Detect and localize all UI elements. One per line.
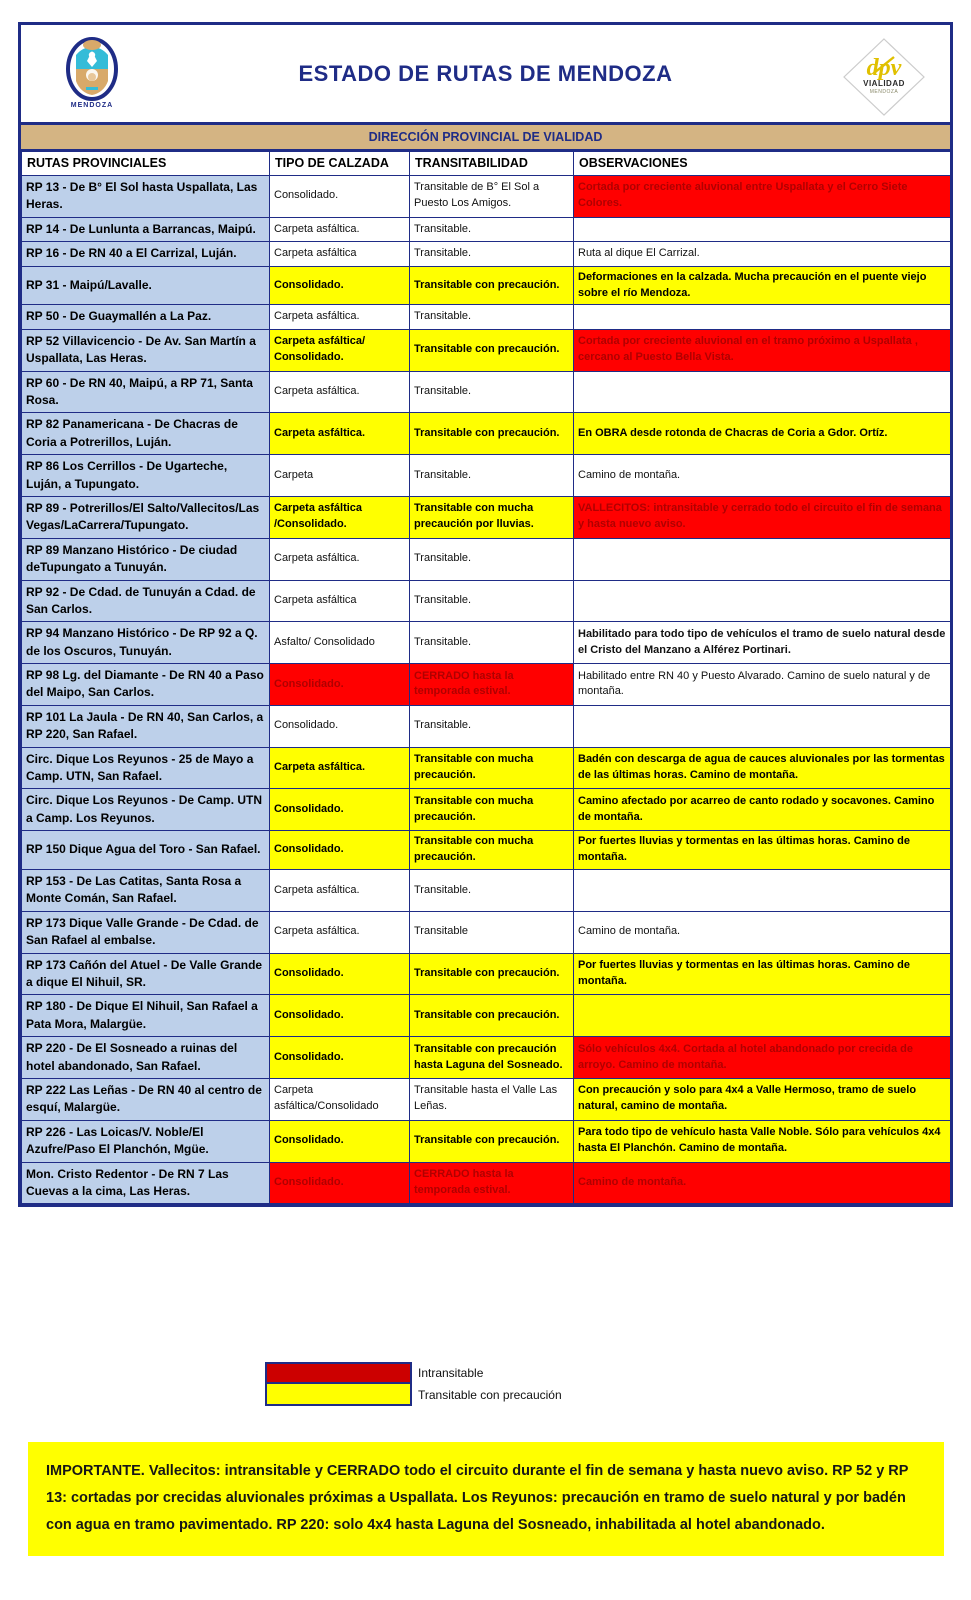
cell-tipo-calzada: Carpeta asfáltica <box>270 242 410 266</box>
cell-observaciones <box>574 217 951 241</box>
cell-tipo-calzada: Consolidado. <box>270 266 410 305</box>
column-header-calzada: TIPO DE CALZADA <box>270 152 410 176</box>
cell-transitabilidad: Transitable de B° El Sol a Puesto Los Amigos. <box>410 176 574 218</box>
cell-route-name: RP 31 - Maipú/Lavalle. <box>22 266 270 305</box>
cell-route-name: RP 173 Dique Valle Grande - De Cdad. de San Rafael al embalse. <box>22 911 270 953</box>
table-row <box>22 831 951 870</box>
mendoza-shield-svg <box>64 33 120 101</box>
cell-observaciones: Habilitado entre RN 40 y Puesto Alvarado. Camino de suelo natural y de montaña. <box>574 664 951 706</box>
cell-tipo-calzada: Consolidado. <box>270 1037 410 1079</box>
legend-label-intransitable: Intransitable <box>418 1366 484 1380</box>
cell-observaciones: Camino afectado por acarreo de canto rodado y socavones. Camino de montaña. <box>574 789 951 831</box>
shield-graphic <box>64 33 120 101</box>
cell-tipo-calzada: Consolidado. <box>270 789 410 831</box>
table-row <box>22 1078 951 1120</box>
cell-tipo-calzada: Consolidado. <box>270 831 410 870</box>
cell-observaciones <box>574 538 951 580</box>
cell-transitabilidad: Transitable. <box>410 242 574 266</box>
table-row <box>22 1120 951 1162</box>
cell-transitabilidad: Transitable. <box>410 371 574 413</box>
table-row <box>22 747 951 789</box>
cell-route-name: RP 89 Manzano Histórico - De ciudad deTupungato a Tunuyán. <box>22 538 270 580</box>
table-body <box>22 176 951 1204</box>
cell-tipo-calzada: Carpeta asfáltica. <box>270 747 410 789</box>
cell-observaciones: Por fuertes lluvias y tormentas en las últimas horas. Camino de montaña. <box>574 831 951 870</box>
cell-transitabilidad: Transitable con mucha precaución. <box>410 789 574 831</box>
cell-observaciones: Para todo tipo de vehículo hasta Valle Noble. Sólo para vehículos 4x4 hasta El Planchón. Camino de montaña. <box>574 1120 951 1162</box>
cell-route-name: RP 98 Lg. del Diamante - De RN 40 a Paso del Maipo, San Carlos. <box>22 664 270 706</box>
cell-transitabilidad: Transitable. <box>410 622 574 664</box>
cell-observaciones: En OBRA desde rotonda de Chacras de Coria a Gdor. Ortíz. <box>574 413 951 455</box>
cell-observaciones: Badén con descarga de agua de cauces aluvionales por las tormentas de las últimas horas. Camino de montaña. <box>574 747 951 789</box>
cell-tipo-calzada: Consolidado. <box>270 953 410 995</box>
table-row <box>22 329 951 371</box>
cell-route-name: RP 16 - De RN 40 a El Carrizal, Luján. <box>22 242 270 266</box>
cell-observaciones: Por fuertes lluvias y tormentas en las últimas horas. Camino de montaña. <box>574 953 951 995</box>
table-row <box>22 705 951 747</box>
cell-observaciones: Cortada por creciente aluvional entre Uspallata y el Cerro Siete Colores. <box>574 176 951 218</box>
cell-observaciones: Cortada por creciente aluvional en el tramo próximo a Uspallata , cercano al Puesto Bella Vista. <box>574 329 951 371</box>
cell-route-name: RP 222 Las Leñas - De RN 40 al centro de esquí, Malargüe. <box>22 1078 270 1120</box>
column-header-transitabilidad: TRANSITABILIDAD <box>410 152 574 176</box>
table-row <box>22 496 951 538</box>
cell-tipo-calzada: Carpeta asfáltica <box>270 580 410 622</box>
cell-tipo-calzada: Carpeta asfáltica. <box>270 371 410 413</box>
cell-observaciones: Habilitado para todo tipo de vehículos el tramo de suelo natural desde el Cristo del Manzano a Alférez Portinari. <box>574 622 951 664</box>
cell-tipo-calzada: Carpeta asfáltica /Consolidado. <box>270 496 410 538</box>
cell-route-name: RP 50 - De Guaymallén a La Paz. <box>22 305 270 329</box>
table-row <box>22 580 951 622</box>
cell-route-name: Circ. Dique Los Reyunos - De Camp. UTN a Camp. Los Reyunos. <box>22 789 270 831</box>
cell-tipo-calzada: Carpeta asfáltica. <box>270 538 410 580</box>
report-sheet <box>18 22 953 1207</box>
cell-observaciones: Deformaciones en la calzada. Mucha precaución en el puente viejo sobre el río Mendoza. <box>574 266 951 305</box>
cell-observaciones <box>574 995 951 1037</box>
cell-transitabilidad: Transitable con mucha precaución por lluvias. <box>410 496 574 538</box>
table-row <box>22 622 951 664</box>
cell-route-name: RP 226 - Las Loicas/V. Noble/El Azufre/Paso El Planchón, Mgüe. <box>22 1120 270 1162</box>
table-header <box>22 152 951 176</box>
cell-transitabilidad: Transitable. <box>410 870 574 912</box>
cell-observaciones: Camino de montaña. <box>574 911 951 953</box>
important-notice: IMPORTANTE. Vallecitos: intransitable y CERRADO todo el circuito durante el fin de semana y hasta nuevo aviso. RP 52 y RP 13: cortadas por crecidas aluvionales próximas a Uspallata. Los Reyunos: precaución en tramo de suelo natural y por badén con agua en tramo pavimentado. RP 220: solo 4x4 hasta Laguna del Sosneado, inhabilitada al hotel abandonado. <box>28 1442 944 1556</box>
legend-swatch-intransitable <box>265 1362 412 1384</box>
cell-transitabilidad: Transitable con mucha precaución. <box>410 747 574 789</box>
dpv-diamond-svg <box>838 35 930 119</box>
cell-transitabilidad: Transitable con mucha precaución. <box>410 831 574 870</box>
routes-status-table <box>21 151 951 1204</box>
table-row <box>22 242 951 266</box>
cell-transitabilidad: Transitable con precaución. <box>410 413 574 455</box>
table-row <box>22 1037 951 1079</box>
cell-route-name: RP 89 - Potrerillos/El Salto/Vallecitos/Las Vegas/LaCarrera/Tupungato. <box>22 496 270 538</box>
cell-observaciones <box>574 870 951 912</box>
cell-route-name: RP 94 Manzano Histórico - De RP 92 a Q. de los Oscuros, Tunuyán. <box>22 622 270 664</box>
cell-observaciones: VALLECITOS: intransitable y cerrado todo el circuito el fin de semana y hasta nuevo aviso. <box>574 496 951 538</box>
table-row <box>22 371 951 413</box>
cell-route-name: RP 180 - De Dique El Nihuil, San Rafael a Pata Mora, Malargüe. <box>22 995 270 1037</box>
cell-observaciones <box>574 580 951 622</box>
column-header-observaciones: OBSERVACIONES <box>574 152 951 176</box>
cell-transitabilidad: Transitable con precaución. <box>410 995 574 1037</box>
cell-route-name: Mon. Cristo Redentor - De RN 7 Las Cuevas a la cima, Las Heras. <box>22 1162 270 1204</box>
cell-tipo-calzada: Carpeta asfáltica. <box>270 305 410 329</box>
cell-tipo-calzada: Carpeta asfáltica. <box>270 911 410 953</box>
dpv-vialidad-logo <box>838 35 930 119</box>
cell-route-name: RP 86 Los Cerrillos - De Ugarteche, Luján, a Tupungato. <box>22 455 270 497</box>
cell-route-name: RP 92 - De Cdad. de Tunuyán a Cdad. de San Carlos. <box>22 580 270 622</box>
cell-route-name: RP 13 - De B° El Sol hasta Uspallata, Las Heras. <box>22 176 270 218</box>
table-row <box>22 538 951 580</box>
cell-route-name: RP 101 La Jaula - De RN 40, San Carlos, a RP 220, San Rafael. <box>22 705 270 747</box>
table-row <box>22 1162 951 1204</box>
cell-transitabilidad: Transitable con precaución. <box>410 1120 574 1162</box>
cell-route-name: RP 220 - De El Sosneado a ruinas del hotel abandonado, San Rafael. <box>22 1037 270 1079</box>
cell-tipo-calzada: Carpeta asfáltica. <box>270 413 410 455</box>
cell-tipo-calzada: Consolidado. <box>270 705 410 747</box>
cell-transitabilidad: CERRADO hasta la temporada estival. <box>410 664 574 706</box>
table-row <box>22 413 951 455</box>
cell-route-name: RP 14 - De Lunlunta a Barrancas, Maipú. <box>22 217 270 241</box>
table-row <box>22 305 951 329</box>
cell-route-name: RP 173 Cañón del Atuel - De Valle Grande a dique El Nihuil, SR. <box>22 953 270 995</box>
column-header-rutas: RUTAS PROVINCIALES <box>22 152 270 176</box>
table-row <box>22 217 951 241</box>
cell-transitabilidad: Transitable con precaución. <box>410 953 574 995</box>
cell-transitabilidad: Transitable. <box>410 217 574 241</box>
dpv-logo-label: VIALIDAD <box>863 79 905 88</box>
table-row <box>22 911 951 953</box>
legend-swatch-precaucion <box>265 1384 412 1406</box>
cell-tipo-calzada: Consolidado. <box>270 176 410 218</box>
cell-transitabilidad: Transitable. <box>410 305 574 329</box>
svg-text:dpv: dpv <box>866 55 902 81</box>
cell-tipo-calzada: Carpeta asfáltica/ Consolidado. <box>270 329 410 371</box>
organization-subtitle: DIRECCIÓN PROVINCIAL DE VIALIDAD <box>21 125 950 151</box>
table-row <box>22 995 951 1037</box>
cell-route-name: Circ. Dique Los Reyunos - 25 de Mayo a Camp. UTN, San Rafael. <box>22 747 270 789</box>
dpv-logo-sublabel: MENDOZA <box>869 89 899 95</box>
cell-route-name: RP 82 Panamericana - De Chacras de Coria a Potrerillos, Luján. <box>22 413 270 455</box>
page-title: ESTADO DE RUTAS DE MENDOZA <box>298 60 673 86</box>
cell-route-name: RP 52 Villavicencio - De Av. San Martín a Uspallata, Las Heras. <box>22 329 270 371</box>
cell-route-name: RP 60 - De RN 40, Maipú, a RP 71, Santa Rosa. <box>22 371 270 413</box>
cell-observaciones: Camino de montaña. <box>574 1162 951 1204</box>
cell-observaciones <box>574 705 951 747</box>
cell-observaciones: Con precaución y solo para 4x4 a Valle Hermoso, tramo de suelo natural, camino de montaña. <box>574 1078 951 1120</box>
cell-observaciones: Sólo vehículos 4x4. Cortada al hotel abandonado por crecida de arroyo. Camino de montaña. <box>574 1037 951 1079</box>
cell-route-name: RP 153 - De Las Catitas, Santa Rosa a Monte Comán, San Rafael. <box>22 870 270 912</box>
table-header-row <box>22 152 951 176</box>
cell-tipo-calzada: Consolidado. <box>270 664 410 706</box>
cell-tipo-calzada: Carpeta asfáltica. <box>270 217 410 241</box>
report-header <box>21 25 950 125</box>
cell-transitabilidad: Transitable. <box>410 455 574 497</box>
legend <box>265 1362 685 1406</box>
cell-tipo-calzada: Consolidado. <box>270 995 410 1037</box>
cell-tipo-calzada: Consolidado. <box>270 1120 410 1162</box>
cell-observaciones: Camino de montaña. <box>574 455 951 497</box>
cell-transitabilidad: Transitable. <box>410 705 574 747</box>
cell-tipo-calzada: Carpeta asfáltica. <box>270 870 410 912</box>
cell-transitabilidad: Transitable <box>410 911 574 953</box>
table-row <box>22 870 951 912</box>
cell-tipo-calzada: Carpeta <box>270 455 410 497</box>
table-row <box>22 664 951 706</box>
legend-item <box>265 1384 685 1406</box>
cell-transitabilidad: Transitable con precaución. <box>410 266 574 305</box>
cell-transitabilidad: CERRADO hasta la temporada estival. <box>410 1162 574 1204</box>
cell-observaciones: Ruta al dique El Carrizal. <box>574 242 951 266</box>
cell-tipo-calzada: Asfalto/ Consolidado <box>270 622 410 664</box>
cell-tipo-calzada: Carpeta asfáltica/Consolidado <box>270 1078 410 1120</box>
cell-transitabilidad: Transitable con precaución. <box>410 329 574 371</box>
mendoza-logo-label: MENDOZA <box>70 102 114 109</box>
table-row <box>22 266 951 305</box>
table-row <box>22 176 951 218</box>
cell-transitabilidad: Transitable. <box>410 538 574 580</box>
cell-route-name: RP 150 Dique Agua del Toro - San Rafael. <box>22 831 270 870</box>
legend-label-precaucion: Transitable con precaución <box>418 1388 562 1402</box>
mendoza-coat-of-arms-logo <box>49 33 135 121</box>
cell-transitabilidad: Transitable hasta el Valle Las Leñas. <box>410 1078 574 1120</box>
cell-transitabilidad: Transitable. <box>410 580 574 622</box>
cell-observaciones <box>574 305 951 329</box>
table-row <box>22 455 951 497</box>
cell-transitabilidad: Transitable con precaución hasta Laguna del Sosneado. <box>410 1037 574 1079</box>
legend-item <box>265 1362 685 1384</box>
cell-observaciones <box>574 371 951 413</box>
cell-tipo-calzada: Consolidado. <box>270 1162 410 1204</box>
table-row <box>22 789 951 831</box>
table-row <box>22 953 951 995</box>
